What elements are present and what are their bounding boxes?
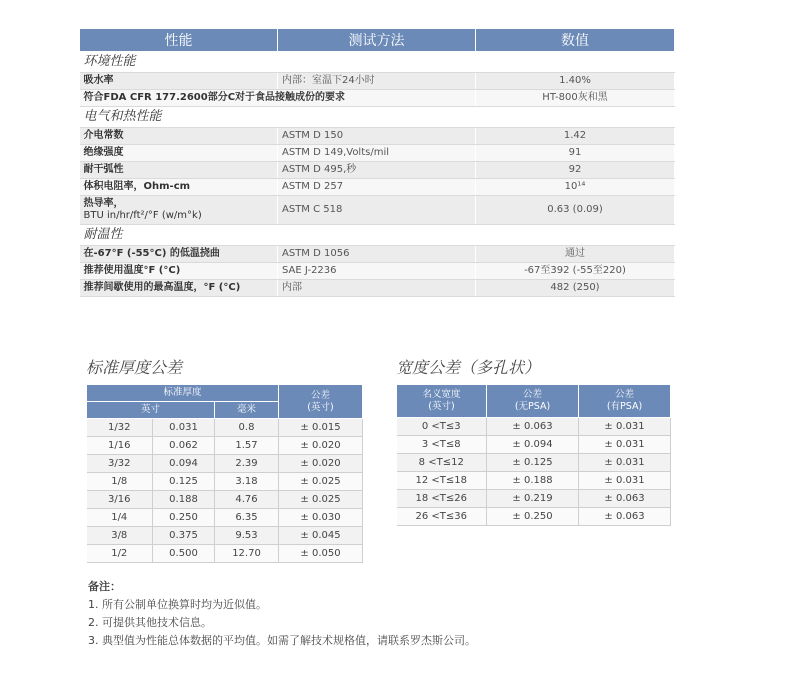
table-row [80,196,675,225]
tolerance-no-psa: ± 0.094 [487,436,579,454]
header-standard-thickness: 标准厚度 [87,385,279,402]
thickness-tolerance: ± 0.015 [279,419,363,437]
tolerance-no-psa: ± 0.250 [487,508,579,526]
thickness-inch: 0.094 [153,455,215,473]
thickness-tolerance-table [86,384,363,563]
section-title: 电气和热性能 [80,107,675,128]
tolerance-with-psa: ± 0.031 [579,472,671,490]
thickness-header-row [87,385,363,402]
thickness-inch: 0.062 [153,437,215,455]
property-name: 吸水率 [80,73,278,90]
table-row [87,509,363,527]
section-title: 环境性能 [80,52,675,73]
nominal-width: 12 <T≤18 [397,472,487,490]
thickness-fraction: 3/16 [87,491,153,509]
tolerance-with-psa: ± 0.031 [579,418,671,436]
tolerance-with-psa: ± 0.031 [579,436,671,454]
table-row [80,179,675,196]
test-method: 内部：室温下24小时 [278,73,476,90]
table-row [80,128,675,145]
header-tolerance-line2: (英寸) [307,401,334,413]
tolerance-no-psa: ± 0.188 [487,472,579,490]
properties-table [79,28,675,297]
tolerance-no-psa: ± 0.125 [487,454,579,472]
header-line2: (英寸) [428,401,455,412]
property-name: 介电常数 [80,128,278,145]
property-name: 符合FDA CFR 177.2600部分C对于食品接触成份的要求 [80,90,476,107]
header-property: 性能 [80,29,278,52]
thickness-inch: 0.250 [153,509,215,527]
thickness-inch: 0.125 [153,473,215,491]
table-row [87,419,363,437]
tolerance-no-psa: ± 0.063 [487,418,579,436]
property-value: 1.40% [476,73,675,90]
header-value: 数值 [476,29,675,52]
section-title: 耐温性 [80,225,675,246]
thickness-tolerance: ± 0.020 [279,437,363,455]
thickness-tolerance: ± 0.020 [279,455,363,473]
table-row [397,508,671,526]
nominal-width: 8 <T≤12 [397,454,487,472]
thickness-fraction: 3/32 [87,455,153,473]
thickness-mm: 6.35 [215,509,279,527]
thickness-mm: 1.57 [215,437,279,455]
property-name-line1: 热导率， [83,198,124,209]
table-row [87,545,363,563]
table-row [80,90,675,107]
thickness-tolerance: ± 0.030 [279,509,363,527]
property-name: 绝缘强度 [80,145,278,162]
table-row [397,418,671,436]
property-value: HT-800灰和黑 [476,90,675,107]
property-value: 91 [476,145,675,162]
header-line2: (有PSA) [606,401,643,412]
thickness-fraction: 1/16 [87,437,153,455]
header-line1: 公差 [614,389,634,400]
note-item: 2. 可提供其他技术信息。 [88,616,212,629]
table-row [80,73,675,90]
table-row [87,491,363,509]
property-value: -67至392 (-55至220) [476,263,675,280]
note-item: 1. 所有公制单位换算时均为近似值。 [88,598,267,611]
thickness-fraction: 1/4 [87,509,153,527]
property-name: 在-67°F (-55°C) 的低温挠曲 [80,246,278,263]
property-value: 482 (250) [476,280,675,297]
note-item: 3. 典型值为性能总体数据的平均值。如需了解技术规格值，请联系罗杰斯公司。 [88,634,476,647]
header-tolerance [279,385,363,419]
tolerance-with-psa: ± 0.063 [579,490,671,508]
table-row [87,437,363,455]
header-inch: 英寸 [87,402,215,419]
header-tolerance-no-psa [487,385,579,418]
nominal-width: 26 <T≤36 [397,508,487,526]
test-method: ASTM C 518 [278,196,476,225]
nominal-width: 18 <T≤26 [397,490,487,508]
section-temperature [80,225,675,246]
property-value: 通过 [476,246,675,263]
width-tolerance-table [396,384,671,526]
thickness-inch: 0.500 [153,545,215,563]
property-value: 10¹⁴ [476,179,675,196]
test-method: ASTM D 149,Volts/mil [278,145,476,162]
thickness-fraction: 1/2 [87,545,153,563]
header-line1: 公差 [522,389,542,400]
thickness-inch: 0.375 [153,527,215,545]
table-row [87,527,363,545]
property-name-line2: BTU in/hr/ft²/°F (w/m°k) [83,210,202,221]
header-nominal-width [397,385,487,418]
header-line1: 名义宽度 [422,389,461,400]
thickness-mm: 3.18 [215,473,279,491]
nominal-width: 0 <T≤3 [397,418,487,436]
width-header-row [397,385,671,418]
thickness-fraction: 1/8 [87,473,153,491]
table-row [80,162,675,179]
property-value: 1.42 [476,128,675,145]
property-name: 体积电阻率，Ohm-cm [80,179,278,196]
table-row [80,246,675,263]
test-method: ASTM D 257 [278,179,476,196]
table-row [87,473,363,491]
table-row [87,455,363,473]
table-row [80,280,675,297]
table-row [80,263,675,280]
test-method: ASTM D 150 [278,128,476,145]
thickness-mm: 12.70 [215,545,279,563]
tolerance-no-psa: ± 0.219 [487,490,579,508]
header-mm: 毫米 [215,402,279,419]
thickness-fraction: 1/32 [87,419,153,437]
test-method: SAE J-2236 [278,263,476,280]
width-tolerance-title: 宽度公差（多孔状） [396,358,541,377]
property-name: 推荐间歇使用的最高温度，°F (°C) [80,280,278,297]
test-method: ASTM D 495,秒 [278,162,476,179]
property-name [80,196,278,225]
table-row [397,454,671,472]
property-name: 推荐使用温度°F (°C) [80,263,278,280]
tolerance-with-psa: ± 0.063 [579,508,671,526]
thickness-mm: 0.8 [215,419,279,437]
nominal-width: 3 <T≤8 [397,436,487,454]
header-test-method: 测试方法 [278,29,476,52]
header-line2: (无PSA) [514,401,551,412]
section-environmental [80,52,675,73]
header-tolerance-with-psa [579,385,671,418]
thickness-inch: 0.188 [153,491,215,509]
thickness-mm: 4.76 [215,491,279,509]
section-electrical-thermal [80,107,675,128]
table-row [80,145,675,162]
test-method: 内部 [278,280,476,297]
thickness-tolerance: ± 0.025 [279,473,363,491]
thickness-tolerance: ± 0.050 [279,545,363,563]
thickness-mm: 2.39 [215,455,279,473]
tolerance-with-psa: ± 0.031 [579,454,671,472]
thickness-tolerance: ± 0.025 [279,491,363,509]
table-row [397,490,671,508]
thickness-inch: 0.031 [153,419,215,437]
properties-header-row [80,29,675,52]
table-row [397,472,671,490]
notes [88,578,476,650]
thickness-fraction: 3/8 [87,527,153,545]
thickness-tolerance-title: 标准厚度公差 [86,358,183,377]
thickness-mm: 9.53 [215,527,279,545]
test-method: ASTM D 1056 [278,246,476,263]
header-tolerance-line1: 公差 [311,389,331,401]
thickness-tolerance: ± 0.045 [279,527,363,545]
property-value: 0.63 (0.09) [476,196,675,225]
property-name: 耐干弧性 [80,162,278,179]
table-row [397,436,671,454]
property-value: 92 [476,162,675,179]
notes-title: 备注： [88,580,121,593]
